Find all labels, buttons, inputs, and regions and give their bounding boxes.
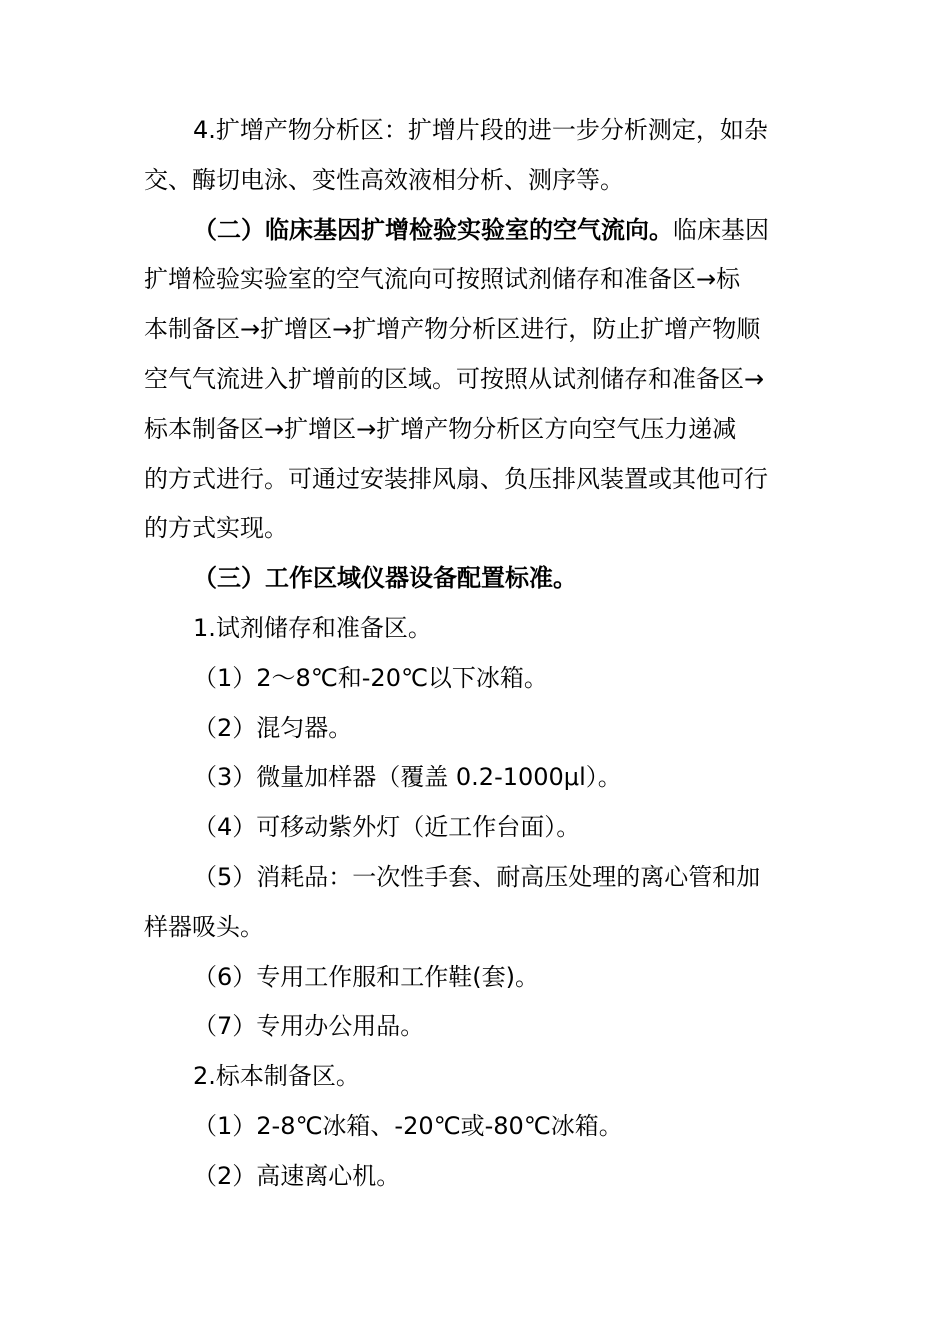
list-item: （1）2～8℃和-20℃以下冰箱。	[193, 663, 548, 692]
text-line: 扩增检验实验室的空气流向可按照试剂储存和准备区→标	[144, 265, 741, 294]
paragraph-amplification-product-area	[144, 106, 834, 206]
paragraph-air-flow	[144, 206, 834, 555]
list-item: （2）混匀器。	[193, 713, 353, 742]
subsection-title-specimen-area: 2.标本制备区。	[193, 1062, 360, 1091]
text-line	[144, 206, 834, 256]
text-line: 标本制备区→扩增区→扩增产物分析区方向空气压力递减	[144, 414, 737, 443]
text-line: 的方式实现。	[144, 514, 288, 543]
text-line: （5）消耗品：一次性手套、耐高压处理的离心管和加	[193, 862, 761, 891]
text-line: 交、酶切电泳、变性高效液相分析、测序等。	[144, 165, 624, 194]
list-item: （2）高速离心机。	[193, 1161, 401, 1190]
subsection-title-reagent-area: 1.试剂储存和准备区。	[193, 613, 432, 642]
list-item: （7）专用办公用品。	[193, 1012, 425, 1041]
list-item: （1）2-8℃冰箱、-20℃或-80℃冰箱。	[193, 1111, 623, 1140]
list-item: （4）可移动紫外灯（近工作台面）。	[193, 813, 581, 842]
section-heading-equipment: （三）工作区域仪器设备配置标准。	[193, 564, 577, 593]
text-fragment: 临床基因	[673, 215, 769, 244]
text-line: 4.扩增产物分析区：扩增片段的进一步分析测定，如杂	[193, 116, 768, 144]
document-page	[144, 106, 834, 1202]
text-line: 的方式进行。可通过安装排风扇、负压排风装置或其他可行	[144, 464, 768, 493]
section-heading-air-flow: （二）临床基因扩增检验实验室的空气流向。	[193, 215, 673, 244]
text-line: 样器吸头。	[144, 912, 264, 941]
list-item	[144, 853, 834, 953]
text-line: 空气气流进入扩增前的区域。可按照从试剂储存和准备区→	[144, 364, 765, 393]
text-line: 本制备区→扩增区→扩增产物分析区进行，防止扩增产物顺	[144, 315, 761, 344]
list-item: （3）微量加样器（覆盖 0.2-1000μl）。	[193, 763, 622, 792]
list-item: （6）专用工作服和工作鞋(套)。	[193, 962, 539, 991]
